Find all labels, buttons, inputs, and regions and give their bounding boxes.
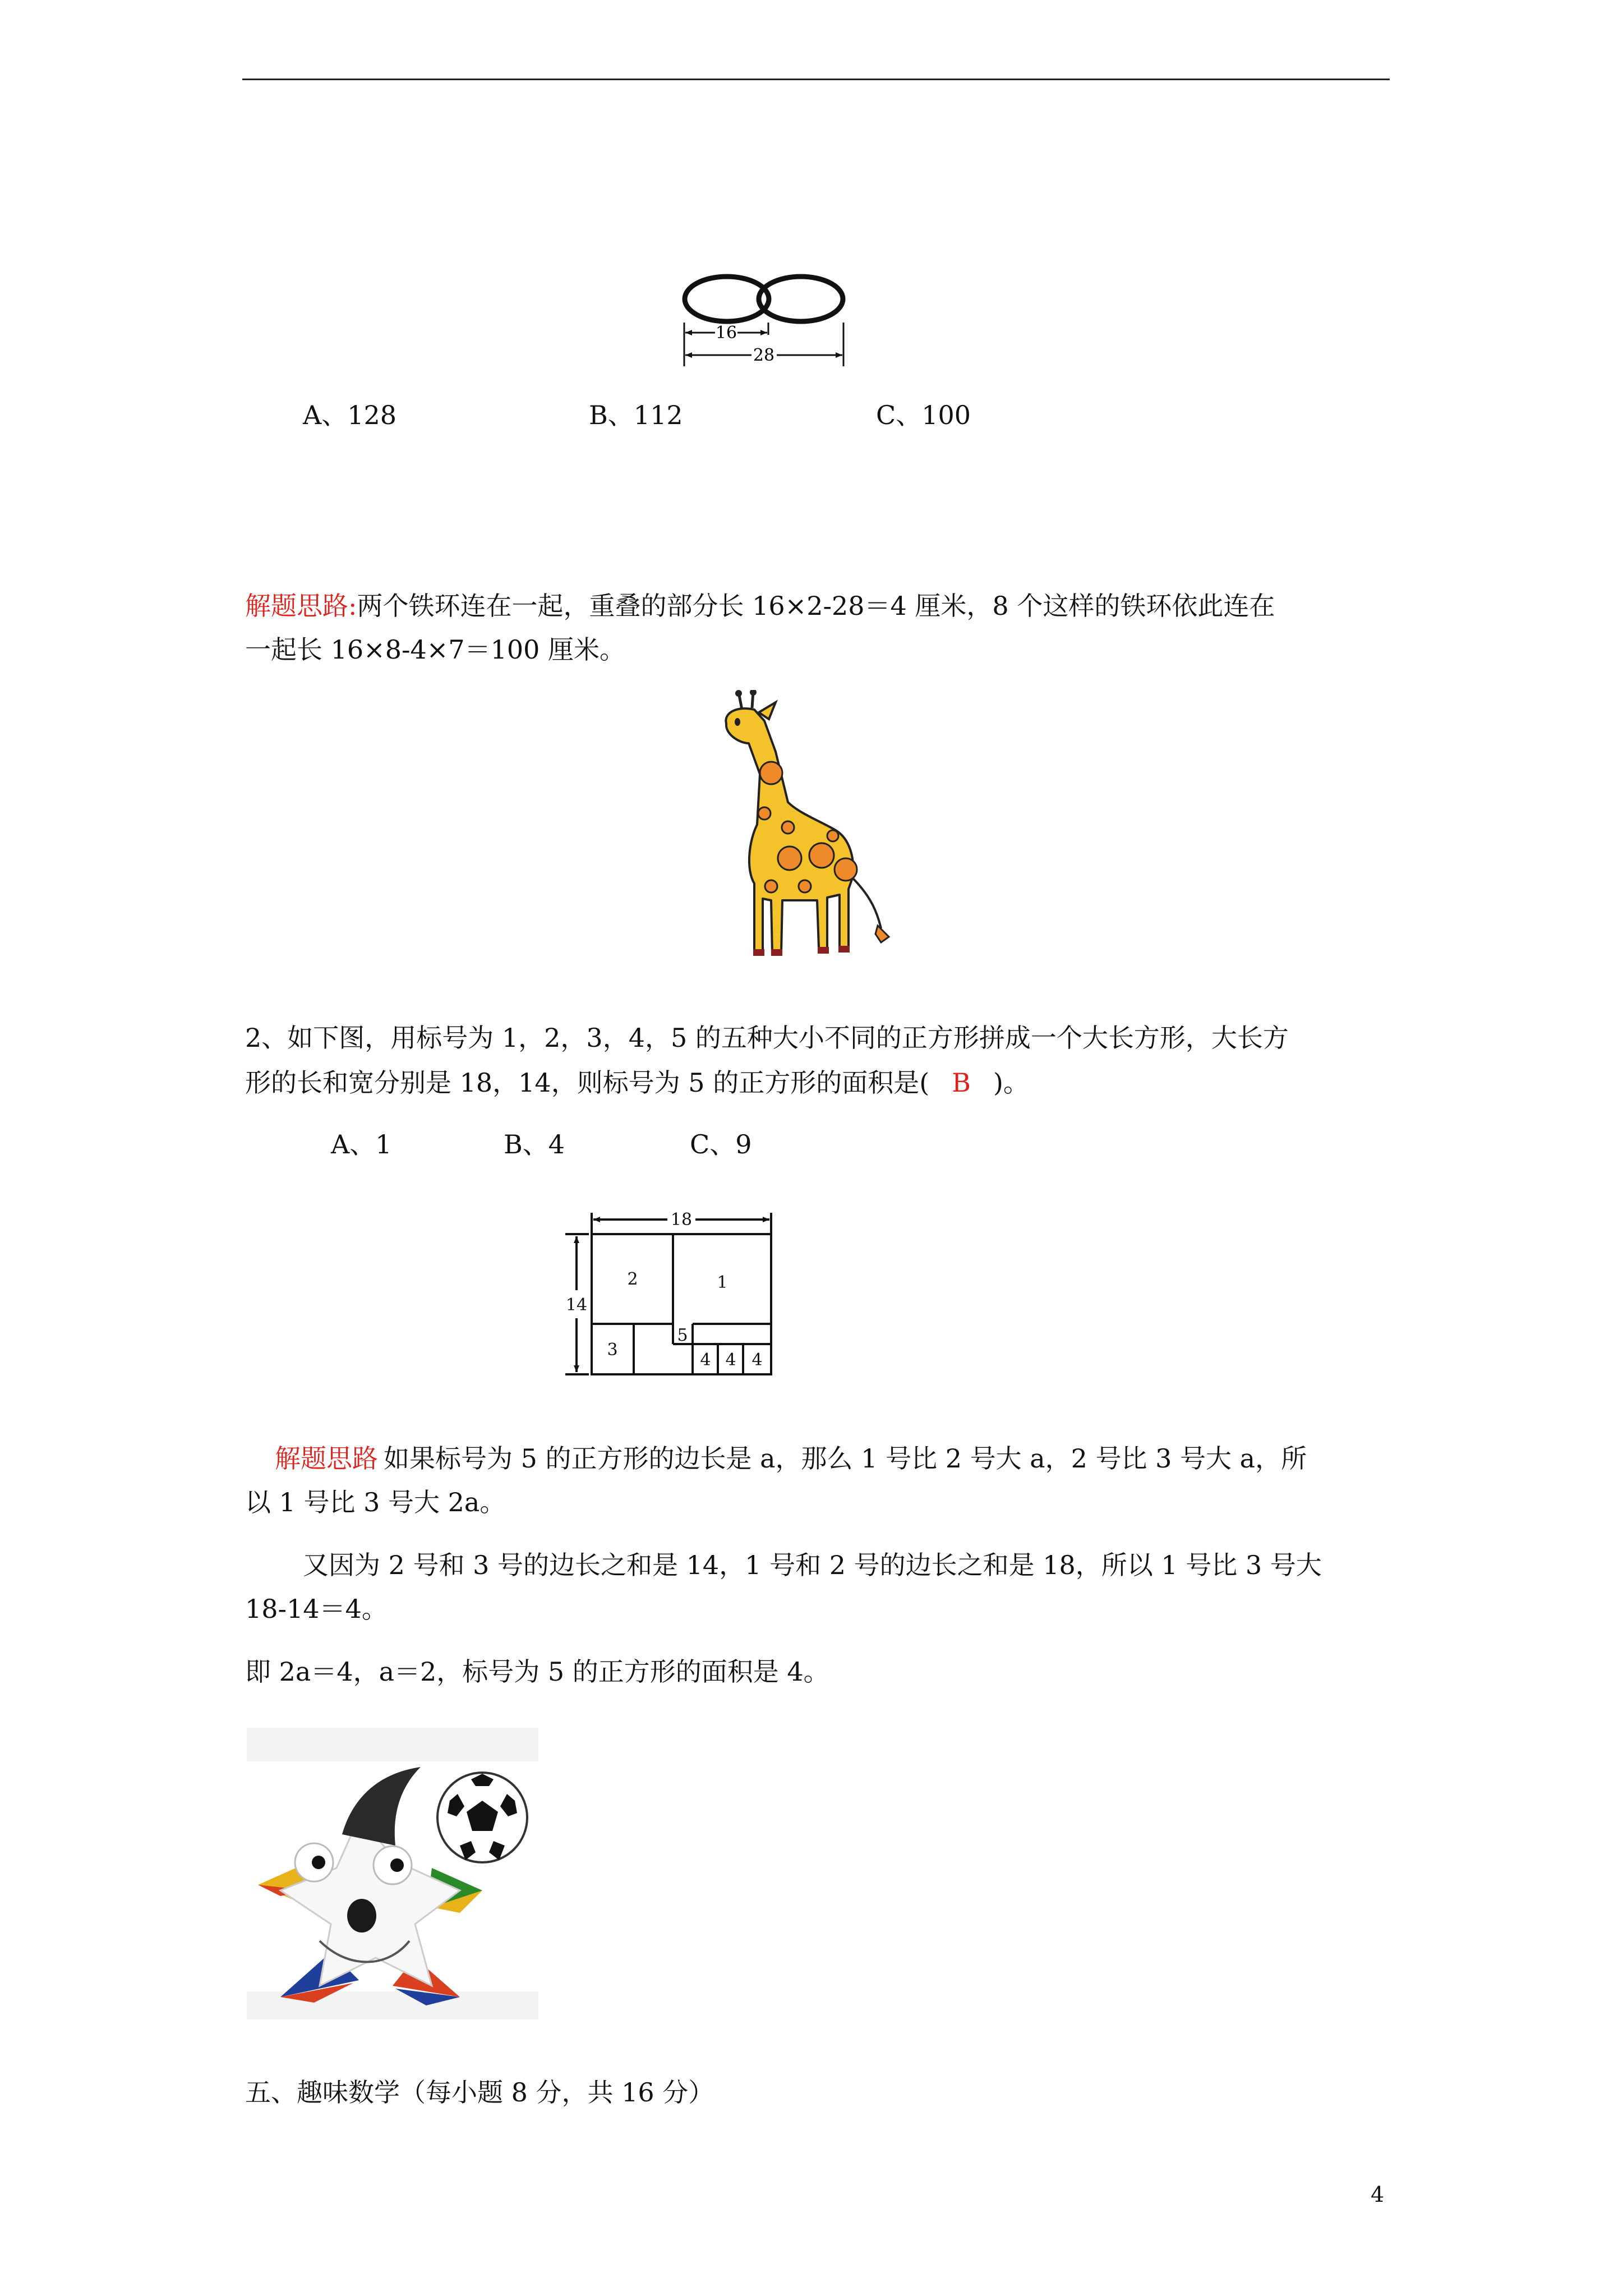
fig-square-2: 2 xyxy=(627,1269,638,1289)
q2-question-line2 xyxy=(245,1060,1029,1105)
q2-option-c: C、9 xyxy=(690,1129,752,1159)
q1-option-c: C、100 xyxy=(876,400,971,430)
q2-option-b: B、4 xyxy=(504,1129,565,1159)
fig-square-4b: 4 xyxy=(725,1350,736,1370)
fig-square-1: 1 xyxy=(717,1273,728,1292)
q1-solution-label: 解题思路: xyxy=(245,591,357,621)
fig-side-label: 14 xyxy=(565,1295,588,1315)
q1-option-b: B、112 xyxy=(589,400,683,430)
ring-inner-label: 16 xyxy=(715,323,737,343)
q2-solution-line1 xyxy=(275,1436,1307,1481)
q2-solution-text1: 如果标号为 5 的正方形的边长是 a，那么 1 号比 2 号大 a，2 号比 3 号大 a，所 xyxy=(384,1443,1307,1474)
q2-question-line1: 2、如下图，用标号为 1，2，3，4，5 的五种大小不同的正方形拼成一个大长方形，大长方 xyxy=(245,1023,1289,1053)
section5-heading: 五、趣味数学（每小题 8 分，共 16 分） xyxy=(245,2077,714,2108)
q2-question-close: )。 xyxy=(993,1068,1029,1098)
q2-question-text: 形的长和宽分别是 18，14，则标号为 5 的正方形的面积是( xyxy=(245,1068,930,1098)
q2-para2-line2: 18-14＝4。 xyxy=(245,1594,388,1624)
squares-figure xyxy=(561,1212,785,1391)
fig-square-5: 5 xyxy=(677,1326,688,1345)
rings-figure xyxy=(673,266,858,373)
fig-square-3: 3 xyxy=(607,1340,618,1360)
q1-solution-text1: 两个铁环连在一起，重叠的部分长 16×2-28＝4 厘米，8 个这样的铁环依此连在 xyxy=(357,591,1275,621)
q1-solution-line1 xyxy=(245,583,1275,628)
q2-solution-line2: 以 1 号比 3 号大 2a。 xyxy=(245,1487,506,1517)
q1-solution-line2: 一起长 16×8-4×7＝100 厘米。 xyxy=(245,634,626,665)
giraffe-illustration xyxy=(715,690,917,987)
q1-option-a: A、128 xyxy=(303,400,397,430)
q2-para3: 即 2a＝4，a＝2，标号为 5 的正方形的面积是 4。 xyxy=(245,1657,829,1687)
fig-square-4c: 4 xyxy=(751,1350,763,1370)
header-rule xyxy=(242,79,1390,80)
q2-solution-label: 解题思路 xyxy=(275,1443,378,1474)
q2-option-a: A、1 xyxy=(331,1129,392,1159)
q2-para2-line1: 又因为 2 号和 3 号的边长之和是 14，1 号和 2 号的边长之和是 18，所以 1 号比 3 号大 xyxy=(303,1550,1322,1580)
ring-outer-label: 28 xyxy=(753,346,775,365)
starfish-toy-illustration xyxy=(247,1728,538,2019)
fig-top-label: 18 xyxy=(670,1212,693,1230)
fig-square-4a: 4 xyxy=(700,1350,711,1370)
page-number: 4 xyxy=(1371,2182,1385,2207)
q2-answer: B xyxy=(952,1068,971,1098)
